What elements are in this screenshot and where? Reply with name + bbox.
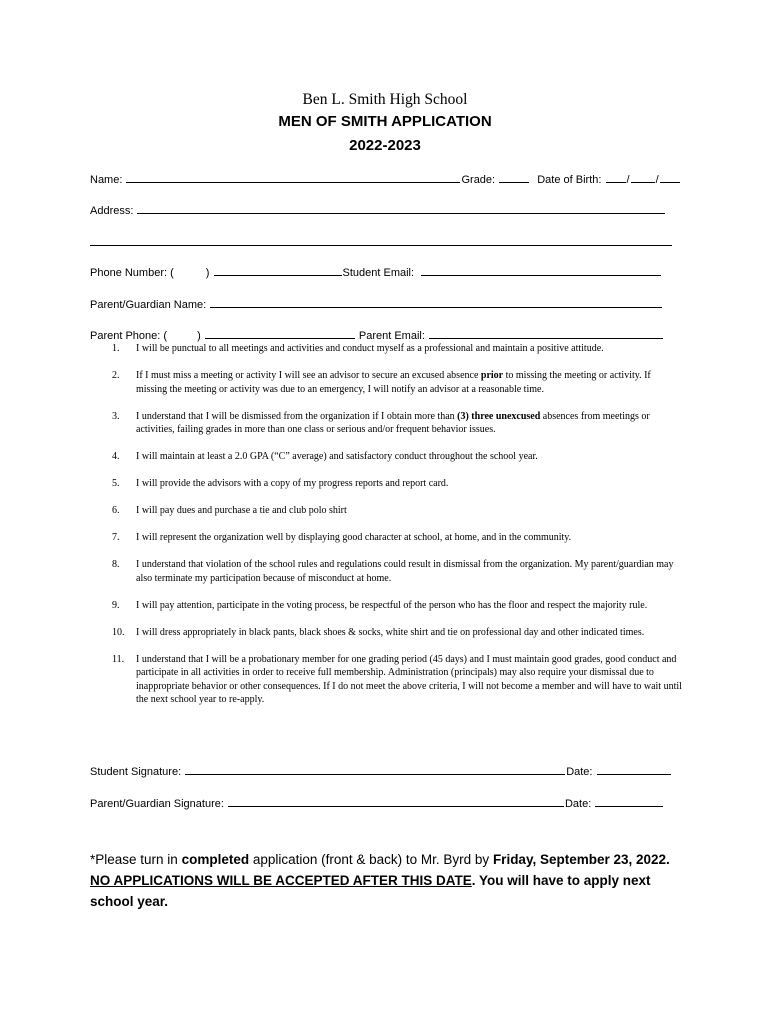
rule-item: 2. If I must miss a meeting or activity I will see an advisor to secure an excused absence prior to missing the meeting or activity. If missing the meeting or activity was due to an emergency, I will notify an advisor at a reasonable time. <box>112 370 651 395</box>
school-name: Ben L. Smith High School <box>302 91 468 108</box>
parent-contact-row <box>90 327 664 342</box>
guardian-signature-label: Parent/Guardian Signature: <box>90 798 224 810</box>
parent-email-label: Parent Email: <box>358 330 425 342</box>
student-date-line[interactable] <box>597 763 671 775</box>
phone-label: Phone Number: <box>90 267 168 279</box>
dob-month-line[interactable] <box>606 171 626 183</box>
address-label: Address: <box>90 205 134 217</box>
rule-item: 1. I will be punctual to all meetings and activities and conduct myself as a professional and maintain a positive attitude. <box>112 343 604 354</box>
student-email-label: Student Email: <box>342 267 415 279</box>
rule-item: 7. I will represent the organization well by displaying good character at school, at home, and in the community. <box>112 532 572 543</box>
phone-input-line[interactable] <box>214 264 342 276</box>
phone-row <box>90 264 662 279</box>
dob-label: Date of Birth: <box>537 174 602 186</box>
address-row <box>90 202 666 217</box>
rules-list <box>90 342 682 720</box>
rule-item: 3. I understand that I will be dismissed from the organization if I obtain more than (3) three unexcused absences from meetings or activities, failing grades in more than one class or serious and/or frequent behavior issues. <box>112 410 650 435</box>
rule-item: 6. I will pay dues and purchase a tie and club polo shirt <box>112 505 347 516</box>
parent-area-close: ) <box>197 330 201 342</box>
name-row: Name: Grade: Date of Birth: / / <box>90 171 681 186</box>
guardian-name-label: Parent/Guardian Name: <box>90 299 207 311</box>
rule-item: 4. I will maintain at least a 2.0 GPA (“C” average) and satisfactory conduct throughout the school year. <box>112 451 538 462</box>
phone-area-close: ) <box>205 267 210 279</box>
submission-notice: *Please turn in completed application (front & back) to Mr. Byrd by Friday, September 23, 2022. NO APPLICATIONS WILL BE ACCEPTED AFTER THIS DATE. You will have to apply next school year. <box>90 852 670 909</box>
rule-item: 5. I will provide the advisors with a copy of my progress reports and report card. <box>112 478 449 489</box>
rule-item: 9. I will pay attention, participate in the voting process, be respectful of the person who has the floor and respect the majority rule. <box>112 599 648 611</box>
dob-day-line[interactable] <box>631 171 655 183</box>
student-signature-line[interactable] <box>185 763 565 775</box>
address-input-line-2[interactable] <box>90 234 672 246</box>
student-signature-row <box>90 763 672 778</box>
parent-email-input-line[interactable] <box>429 327 663 339</box>
guardian-date-label: Date: <box>564 798 592 810</box>
student-date-label: Date: <box>566 766 593 778</box>
name-label: Name: <box>90 174 123 186</box>
dob-year-line[interactable] <box>660 171 680 183</box>
student-email-input-line[interactable] <box>421 264 661 276</box>
guardian-name-row <box>90 296 663 311</box>
phone-area-open: ( <box>170 267 174 279</box>
grade-label: Grade: <box>461 174 496 186</box>
rule-item: 11. I understand that I will be a probationary member for one grading period (45 days) and I must maintain good grades, good conduct and participate in all activities in order to receive full membership. Administration (principals) may also require your dismissal due to inappropriate behavior or other consequences. If I do not meet the above criteria, I will not become a member and will have to wait until the next school year to re-apply. <box>112 653 682 705</box>
grade-input-line[interactable] <box>499 171 529 183</box>
guardian-name-input-line[interactable] <box>210 296 662 308</box>
name-input-line[interactable] <box>126 171 460 183</box>
parent-phone-input-line[interactable] <box>205 327 355 339</box>
rule-item: 10. I will dress appropriately in black pants, black shoes & socks, white shirt and tie on professional day and other indicated times. <box>112 626 645 638</box>
student-signature-label: Student Signature: <box>90 766 182 778</box>
parent-phone-label: Parent Phone: <box>90 330 161 342</box>
form-title: MEN OF SMITH APPLICATION <box>278 113 492 130</box>
guardian-signature-row <box>90 795 664 810</box>
rule-item: 8. I understand that violation of the school rules and regulations could result in dismissal from the organization. My parent/guardian may also terminate my participation because of misconduct at home. <box>112 559 674 584</box>
guardian-signature-line[interactable] <box>228 795 564 807</box>
school-year: 2022-2023 <box>349 137 421 154</box>
guardian-date-line[interactable] <box>595 795 663 807</box>
address-input-line-1[interactable] <box>137 202 665 214</box>
parent-area-open: ( <box>163 330 168 342</box>
